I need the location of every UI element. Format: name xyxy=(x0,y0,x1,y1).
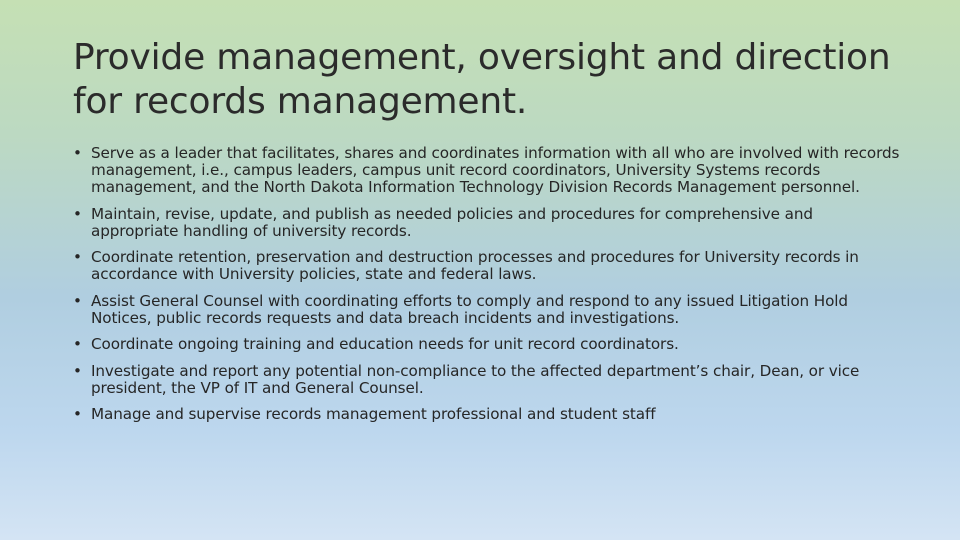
bullet-item xyxy=(73,145,903,196)
bullet-dot-icon: • xyxy=(73,405,82,423)
bullet-text: Assist General Counsel with coordinating efforts to comply and respond to any issued Litigation Hold Notices, public records requests and data breach incidents and investigations. xyxy=(91,291,848,327)
bullet-item xyxy=(73,406,903,423)
bullet-dot-icon: • xyxy=(73,291,82,310)
bullet-item xyxy=(73,249,903,283)
bullet-item xyxy=(73,206,903,240)
bullet-dot-icon: • xyxy=(73,248,82,266)
bullet-text: Manage and supervise records management professional and student staff xyxy=(91,405,656,423)
bullet-item xyxy=(73,293,903,327)
bullet-item xyxy=(73,363,903,397)
bullet-item xyxy=(73,336,903,353)
bullet-list xyxy=(73,145,903,433)
bullet-text: Investigate and report any potential non-compliance to the affected department’s chair, Dean, or vice president, the VP of IT and General Counsel. xyxy=(91,361,860,397)
bullet-text: Serve as a leader that facilitates, shares and coordinates information with all who are involved with records management, i.e., campus leaders, campus unit record coordinators, University Systems records management, and the North Dakota Information Technology Division Records Management personnel. xyxy=(91,144,900,196)
slide-title: Provide management, oversight and direction for records management. xyxy=(73,37,891,122)
bullet-text: Coordinate ongoing training and education needs for unit record coordinators. xyxy=(91,335,679,353)
bullet-dot-icon: • xyxy=(73,144,82,162)
bullet-dot-icon: • xyxy=(73,204,82,223)
bullet-dot-icon: • xyxy=(73,361,82,380)
bullet-dot-icon: • xyxy=(73,335,82,353)
bullet-text: Maintain, revise, update, and publish as needed policies and procedures for comprehensive and appropriate handling of university records. xyxy=(91,204,813,240)
bullet-text: Coordinate retention, preservation and destruction processes and procedures for University records in accordance with University policies, state and federal laws. xyxy=(91,248,859,283)
